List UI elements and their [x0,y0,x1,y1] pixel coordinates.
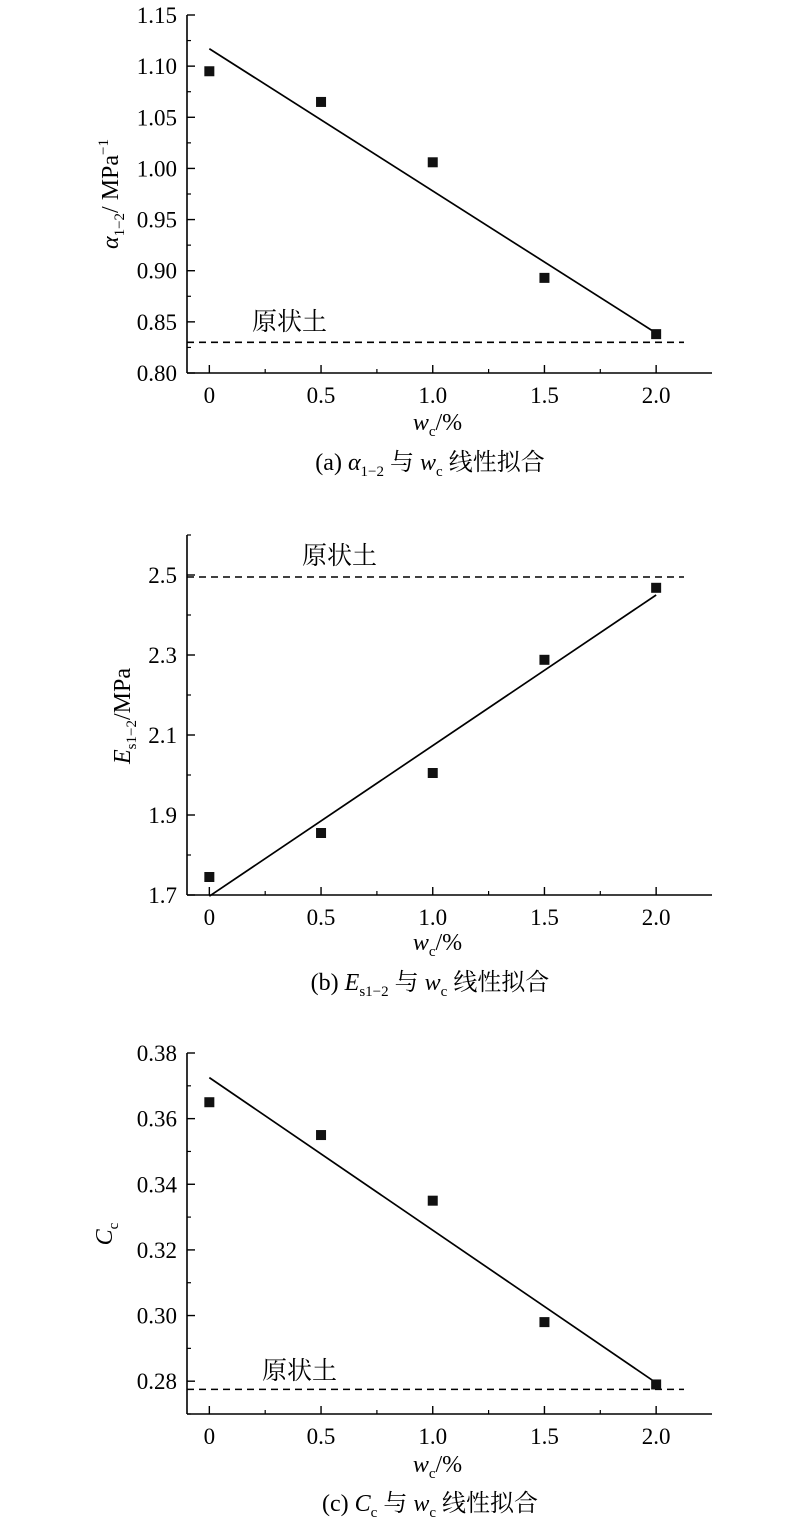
x-tick-label: 1.0 [418,1424,448,1449]
data-point [316,97,326,107]
caption-symbol-2: w [424,970,441,996]
data-point [316,828,326,838]
y-tick-label: 0.28 [136,1369,177,1395]
x-tick-label: 1.0 [418,383,448,408]
y-tick-label: 0.95 [136,207,177,233]
fit-line [209,49,656,333]
fit-line [209,1078,656,1383]
x-label-symbol: w [412,410,429,436]
y-tick-label: 0.34 [136,1172,177,1198]
caption-subscript-2: c [440,984,448,1000]
caption-connector: 与 [388,970,425,996]
panel-c [92,1041,712,1521]
x-label-symbol: w [412,930,429,956]
y-tick-label: 1.7 [148,883,177,908]
y-label-unit: /MPa [110,668,136,721]
y-tick-label: 0.36 [136,1106,177,1132]
data-point [204,66,214,76]
y-tick-label: 1.9 [148,803,177,828]
x-tick-label: 1.5 [530,383,559,408]
caption-symbol-2: w [420,450,437,476]
x-tick-label: 2.0 [641,1424,671,1449]
caption-subscript-2: c [429,1505,437,1521]
x-tick-label: 1.5 [530,1424,559,1449]
data-point [539,273,549,283]
y-label-symbol: α [98,236,124,250]
y-tick-label: 1.05 [136,105,177,131]
x-tick-label: 0.5 [306,383,336,408]
y-label-unit: / MPa [98,154,124,213]
caption-prefix: (a) [315,450,348,476]
y-label-symbol: E [110,749,136,764]
x-axis-label [413,410,462,440]
y-tick-label: 2.5 [148,563,177,588]
reference-label: 原状土 [262,1358,338,1385]
caption-suffix: 线性拟合 [436,1491,539,1517]
x-axis-label [413,930,462,960]
y-tick-label: 2.1 [148,723,177,748]
data-point [539,655,549,665]
x-label-unit: /% [435,1452,463,1478]
y-tick-label: 0.38 [136,1041,177,1066]
panel-b [110,535,712,1000]
y-label-subscript: c [106,1222,122,1230]
x-tick-label: 0 [203,1424,216,1449]
caption-subscript: 1−2 [360,464,385,480]
panel-caption [311,969,550,1000]
x-label-subscript: c [428,424,436,440]
reference-label: 原状土 [302,543,378,570]
y-tick-label: 0.80 [136,361,177,386]
data-point [651,329,661,339]
data-point [651,583,661,593]
y-tick-label: 1.00 [136,156,177,182]
y-axis-label [96,139,128,249]
caption-symbol: E [344,970,360,996]
x-tick-label: 0.5 [306,905,336,930]
y-label-subscript: s1−2 [124,720,140,750]
x-tick-label: 2.0 [641,905,671,930]
caption-symbol: α [347,450,361,476]
panel-a [96,3,712,480]
data-point [428,1196,438,1206]
x-tick-label: 1.0 [418,905,448,930]
x-tick-label: 0 [203,905,216,930]
x-label-symbol: w [412,1452,429,1478]
caption-suffix: 线性拟合 [442,450,545,476]
caption-symbol-2: w [413,1491,430,1517]
caption-subscript: c [370,1505,378,1521]
data-point [428,157,438,167]
fit-line [209,595,656,896]
y-tick-label: 0.32 [136,1237,177,1263]
data-point [316,1130,326,1140]
x-label-subscript: c [428,1466,436,1482]
x-axis-label [413,1452,462,1482]
data-point [204,1097,214,1107]
data-point [428,768,438,778]
panel-caption [322,1490,538,1521]
y-tick-label: 2.3 [148,643,177,668]
y-axis-label [110,668,140,765]
data-point [539,1317,549,1327]
y-tick-label: 1.10 [136,54,177,80]
caption-subscript-2: c [436,464,443,480]
y-tick-label: 1.15 [136,3,177,28]
data-point [204,872,214,882]
y-label-subscript: 1−2 [112,212,128,237]
x-tick-label: 1.5 [530,905,559,930]
x-label-unit: /% [435,410,463,436]
panel-caption [315,449,544,480]
caption-prefix: (b) [310,970,345,996]
y-tick-label: 0.90 [136,258,177,284]
x-tick-label: 0 [203,383,216,408]
y-tick-label: 0.30 [136,1303,177,1329]
y-axis-label [92,1222,122,1245]
caption-prefix: (c) [321,1491,355,1517]
caption-subscript: s1−2 [359,984,389,1000]
data-point [651,1379,661,1389]
caption-connector: 与 [384,450,421,476]
reference-label: 原状土 [252,309,328,336]
x-label-unit: /% [435,930,463,956]
y-tick-label: 0.85 [136,309,177,335]
x-label-subscript: c [428,944,436,960]
caption-symbol: C [354,1491,371,1517]
y-label-symbol: C [92,1229,118,1246]
x-tick-label: 2.0 [641,383,671,408]
y-label-superscript: −1 [96,138,112,155]
caption-suffix: 线性拟合 [447,970,550,996]
caption-connector: 与 [377,1491,414,1517]
x-tick-label: 0.5 [306,1424,336,1449]
